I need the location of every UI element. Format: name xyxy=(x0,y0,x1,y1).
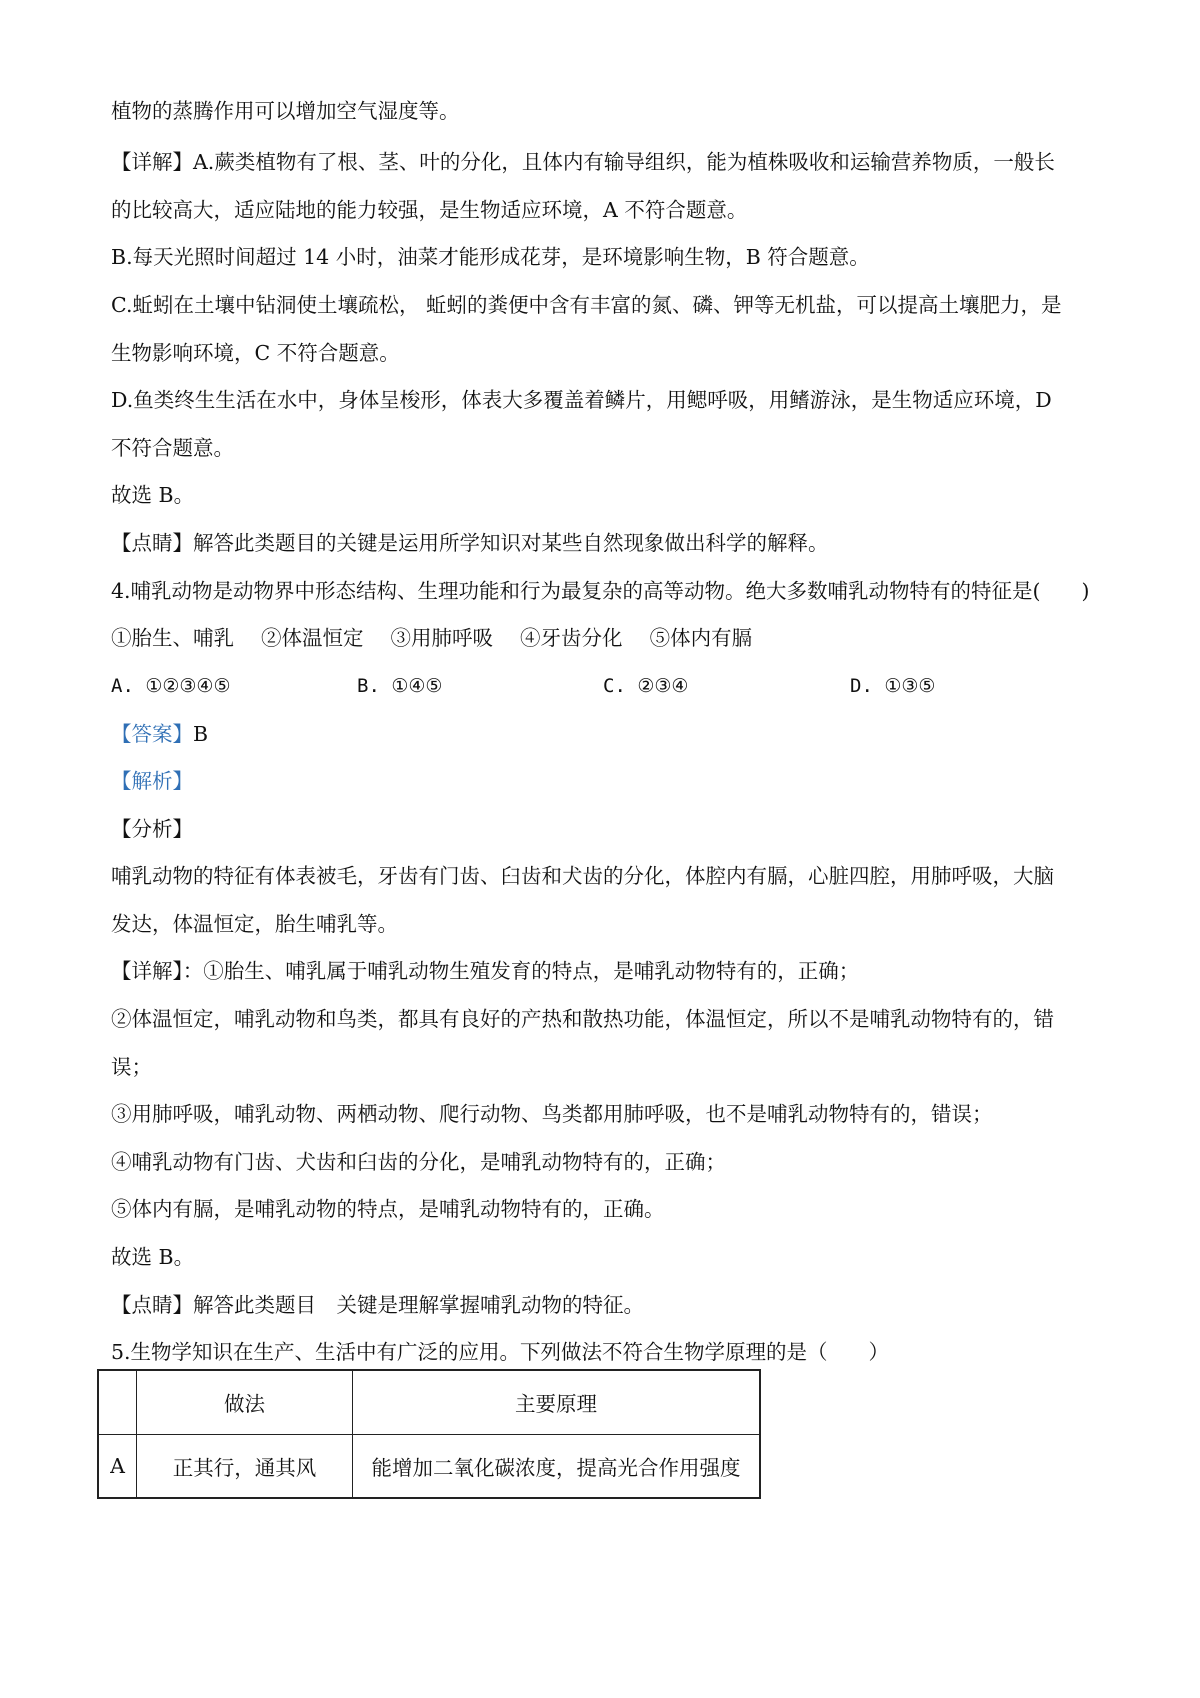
text-line: 故选 B。 xyxy=(111,1245,195,1269)
text-line: 故选 B。 xyxy=(111,483,195,507)
question-4: 4.哺乳动物是动物界中形态结构、生理功能和行为最复杂的高等动物。绝大多数哺乳动物特有的特征是( ) xyxy=(111,579,1090,603)
text-line: 【点睛】解答此类题目的关键是运用所学知识对某些自然现象做出科学的解释。 xyxy=(111,531,829,555)
text-line: ④哺乳动物有门齿、犬齿和臼齿的分化，是哺乳动物特有的，正确； xyxy=(111,1150,726,1174)
answer-value: B xyxy=(193,722,209,746)
table-cell: 正其行，通其风 xyxy=(137,1434,353,1498)
option-c: C. ②③④ xyxy=(603,675,689,697)
text-line: 【详解】A.蕨类植物有了根、茎、叶的分化，且体内有输导组织，能为植株吸收和运输营养物质，一般长 xyxy=(111,150,1055,174)
text-line: ③用肺呼吸，哺乳动物、两栖动物、爬行动物、鸟类都用肺呼吸，也不是哺乳动物特有的，错误； xyxy=(111,1102,993,1126)
text-line: 不符合题意。 xyxy=(111,436,234,460)
answer-line xyxy=(111,720,1101,748)
text-line: 的比较高大，适应陆地的能力较强，是生物适应环境，A 不符合题意。 xyxy=(111,198,748,222)
text-line: 【分析】 xyxy=(111,817,193,841)
analysis-label: 【解析】 xyxy=(111,769,193,793)
text-line: 生物影响环境，C 不符合题意。 xyxy=(111,341,400,365)
option-a: A. ①②③④⑤ xyxy=(111,675,231,697)
option-d: D. ①③⑤ xyxy=(850,675,936,697)
text-line: ②体温恒定，哺乳动物和鸟类，都具有良好的产热和散热功能，体温恒定，所以不是哺乳动物特有的，错 xyxy=(111,1007,1054,1031)
question-4-items: ①胎生、哺乳 ②体温恒定 ③用肺呼吸 ④牙齿分化 ⑤体内有膈 xyxy=(111,626,753,650)
text-line: 【详解】：①胎生、哺乳属于哺乳动物生殖发育的特点，是哺乳动物特有的，正确； xyxy=(111,959,860,983)
text-line: 误； xyxy=(111,1055,152,1079)
text-line: C.蚯蚓在土壤中钻洞使土壤疏松， 蚯蚓的粪便中含有丰富的氮、磷、钾等无机盐，可以提高土壤肥力，是 xyxy=(111,293,1062,317)
answer-label: 【答案】 xyxy=(111,722,193,746)
table-cell: 能增加二氧化碳浓度，提高光合作用强度 xyxy=(353,1434,761,1498)
principles-table xyxy=(97,1369,761,1499)
text-line: 植物的蒸腾作用可以增加空气湿度等。 xyxy=(111,99,460,123)
text-line: 发达，体温恒定，胎生哺乳等。 xyxy=(111,912,398,936)
table-header-cell xyxy=(98,1370,137,1434)
table-cell: A xyxy=(98,1434,137,1498)
option-b: B. ①④⑤ xyxy=(357,675,443,697)
table-header-cell: 做法 xyxy=(137,1370,353,1434)
table-row xyxy=(98,1434,760,1498)
text-line: 哺乳动物的特征有体表被毛，牙齿有门齿、臼齿和犬齿的分化，体腔内有膈，心脏四腔，用肺呼吸，大脑 xyxy=(111,864,1054,888)
question-5: 5.生物学知识在生产、生活中有广泛的应用。下列做法不符合生物学原理的是（ ） xyxy=(111,1340,890,1364)
table-header-cell: 主要原理 xyxy=(353,1370,761,1434)
text-line: 【点睛】解答此类题目 关键是理解掌握哺乳动物的特征。 xyxy=(111,1293,644,1317)
text-line: ⑤体内有膈，是哺乳动物的特点，是哺乳动物特有的，正确。 xyxy=(111,1197,665,1221)
text-line: D.鱼类终生生活在水中，身体呈梭形，体表大多覆盖着鳞片，用鳃呼吸，用鳍游泳，是生物适应环境，D xyxy=(111,388,1052,412)
text-line: B.每天光照时间超过 14 小时，油菜才能形成花芽，是环境影响生物，B 符合题意。 xyxy=(111,245,870,269)
table-header-row xyxy=(98,1370,760,1434)
